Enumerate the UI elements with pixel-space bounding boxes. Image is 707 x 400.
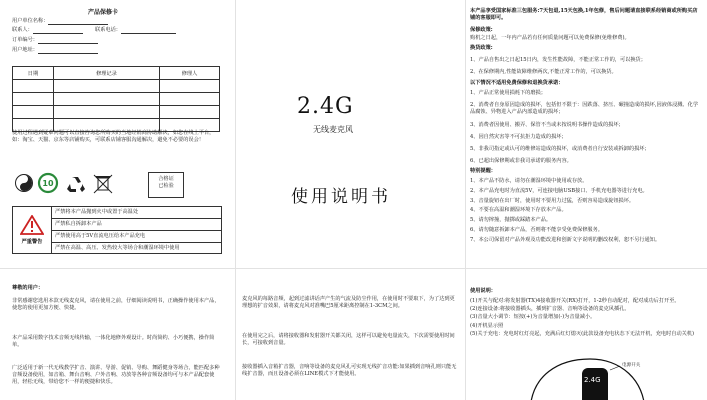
recycle-icon	[67, 177, 85, 192]
list-item: 6、已超出保修期或非我司承诺的服务内容。	[470, 158, 572, 165]
compliance-icons	[14, 172, 124, 194]
warning-item: 严禁在高温、高压、发热较大等场合和潮湿环境中使用	[52, 242, 221, 253]
power-switch-caption: 电源开关	[622, 363, 641, 368]
list-item: 3、消费者因使用、搬弄、保管不当或未按说明书操作造成的损坏；	[470, 121, 624, 128]
intro-title: 尊敬的用户：	[12, 285, 44, 291]
field-phone-line[interactable]	[121, 27, 176, 34]
list-item: (1)开关与配对:将发射器(TX)4接收器开关(RX)打开，1-2秒自动配对，配对成功后打开至。	[470, 298, 680, 304]
usage-paragraph-3: 接收器插入音箱扩音器，音响等设备的麦克风孔可实现无线扩音功能:如果插到音响孔则只能无线扩音器，而且设备必须在LINE模式下才能使用。	[242, 364, 457, 378]
table-row	[13, 80, 220, 93]
list-item: 1、本产品不防水，请勿在潮湿环境中使用或存放。	[470, 178, 588, 184]
table-header-row	[13, 67, 220, 80]
recycle-10-icon	[39, 174, 57, 192]
weee-bin-icon	[94, 175, 112, 193]
exchange-policy-heading: 换货政策:	[470, 45, 493, 51]
card-title: 产品保修卡	[88, 9, 119, 16]
product-subtitle: 无线麦克风	[313, 125, 353, 134]
field-phone: 联系电话：	[95, 27, 176, 34]
table-header-date: 日期	[13, 67, 54, 80]
warranty-policy-heading: 保修政策:	[470, 27, 493, 33]
field-contact-line[interactable]	[33, 27, 83, 34]
warning-item: 严禁使用高于5V直流电压给本产品充电	[52, 230, 221, 242]
panel-divider-horizontal	[0, 268, 707, 269]
list-item: 5、请勿摔撞，抛掷或踩踏本产品。	[470, 217, 552, 224]
list-item: (3)音量大小调节：短按(+)为音量增加(-)为音量减小。	[470, 314, 596, 321]
device-label: 2.4G	[584, 376, 601, 384]
field-address: 用户地址：	[12, 47, 98, 54]
intro-paragraph-2: 本产品采用数字技术音频无线传输，一体化地修外观设计。时尚简约、小巧便携，操作简单。	[12, 335, 215, 349]
table-header-record: 修理记录	[54, 67, 160, 80]
instructions-list	[470, 298, 700, 338]
warning-box	[12, 206, 222, 254]
table-row	[13, 93, 220, 106]
reminder-heading: 特别提醒：	[470, 168, 496, 174]
usage-paragraph-2: 在使用完之后，请将接收器和发射器开关都关闭，这样可以避免电量流失，下次需要使用时间长，可接收到音量。	[242, 333, 455, 347]
exclusions-heading: 以下情况不适用免费保修和退换货承诺：	[470, 80, 564, 86]
warning-item: 严禁私自拆卸本产品	[52, 218, 221, 230]
warning-sign	[13, 207, 52, 253]
list-item: 6、请勿随意拆卸本产品，否则将不能享受免费保修服务。	[470, 226, 603, 233]
green-dot-icon	[16, 175, 33, 192]
warning-triangle-icon	[20, 215, 44, 235]
repair-record-table	[12, 66, 220, 132]
warning-item: 严禁将本产品抛到火中或置于高温处	[55, 209, 139, 215]
list-item: 3、音量旋钮在出厂时，使用时不要用力过猛，否则容易造成旋钮损坏。	[470, 197, 635, 204]
list-item: 2、本产品充电时为直流5V，可连接电脑USB接口、手机充电器等进行充电。	[470, 187, 648, 194]
product-name: 2.4G	[297, 94, 354, 119]
reminder-list	[470, 178, 702, 244]
list-item: 4、因自然灾害等不可抗拒力造成的损坏；	[470, 133, 567, 140]
field-user-name-line[interactable]	[48, 18, 108, 25]
field-order: 订单编号：	[12, 37, 98, 44]
device-body	[582, 368, 608, 400]
list-item: 4、不要在高温和潮湿环境下存放本产品。	[470, 207, 567, 214]
list-item: 1、产品正常使用损耗下的磨损；	[470, 90, 546, 96]
svg-text:10: 10	[42, 179, 54, 188]
field-user-name: 用户单位名称：	[12, 18, 108, 25]
exchange-policy-text-2: 2、在保修期内,性能故障维修两次,不能正常工作的，可以换货。	[470, 69, 617, 75]
list-item: 2、消费者自身原因造成的损坏，包括但不限于：因跌落、挤压、碾撞造成的损坏,因液体浸溅、化学品腐蚀、异物进入产品内部造成的损坏；	[470, 102, 699, 116]
list-item: 5、非我司指定或认可的维修站造成的损坏，或消费者自行安装或拆卸的损坏；	[470, 146, 650, 153]
list-item: (5)关于充电：充电时红灯亮起，充满后红灯熄灭(此款设备充电状态下无法开机，充电时自动关机)	[470, 330, 695, 337]
usage-paragraph-1: 麦克风的每路音频，起到过滤讲话声产生的气流及防尘作用，在使用时不要取下，为了达到更理想的扩音效果，请将麦克风对准嘴巴5厘米距离控制在1-3CM之间。	[242, 296, 455, 310]
field-address-line[interactable]	[38, 47, 98, 54]
qualified-stamp: 合格证 已检验	[148, 172, 184, 198]
exclusions-list	[470, 90, 702, 165]
list-item: (4)开机显示照	[470, 322, 504, 329]
instructions-title: 使用说明：	[470, 288, 496, 294]
intro-paragraph-3: 广泛适用于新一代无线教学扩音、演讲、导游、促销、导购、舞蹈健身等场合，能匹配多种音频设备使用，如音箱、舞台音响、户外音响、功放等各种音频设备均可与本产品配套使用，轻松无线，带给您不一样的便捷和快乐。	[12, 365, 220, 386]
list-item: 7、本公司保留对产品外观及功能改进和创新文字说明的删改权利，恕不另行通知。	[470, 236, 661, 243]
warranty-header: 本产品享受国家标准三包服务:7天包退,15天包换,1年包修，售后问题请直接联系经销商或所购买店铺的客服即可。	[470, 8, 698, 22]
intro-paragraph-1: 非常感谢您选用本款无线麦克风，请在使用之前，仔细阅读说明书，正确操作使用本产品，使您的使用更加方便、快捷。	[12, 298, 220, 312]
exchange-policy-text-1: 1、产品自售出之日起15日内，发生性能故障，不能正常工作的，可以换货；	[470, 57, 646, 63]
panel-divider-1	[235, 0, 236, 400]
table-header-repairer: 修理人	[160, 67, 220, 80]
warning-label: 严重警告	[21, 238, 43, 245]
table-row	[13, 106, 220, 119]
card-note: 使用过程遇到疑难问题可以直接咨询您所购买的当地经销商协助解决，如您在线上平台，如：淘宝、天猫、京东等店铺购买，可联系店铺客服沟通解决，避免不必要的误会！	[12, 130, 215, 144]
field-order-line[interactable]	[38, 37, 98, 44]
list-item: (2)连接设备:将接收器插头，插到扩音器、音响等设备的麦克风插孔。	[470, 306, 630, 313]
warranty-policy-text: 购机之日起，一年内产品若有任何质量问题可以免费保修(免维修费)。	[470, 35, 630, 41]
panel-divider-2	[465, 0, 466, 400]
field-contact: 联系人：	[12, 27, 83, 34]
manual-title: 使用说明书	[291, 187, 391, 207]
